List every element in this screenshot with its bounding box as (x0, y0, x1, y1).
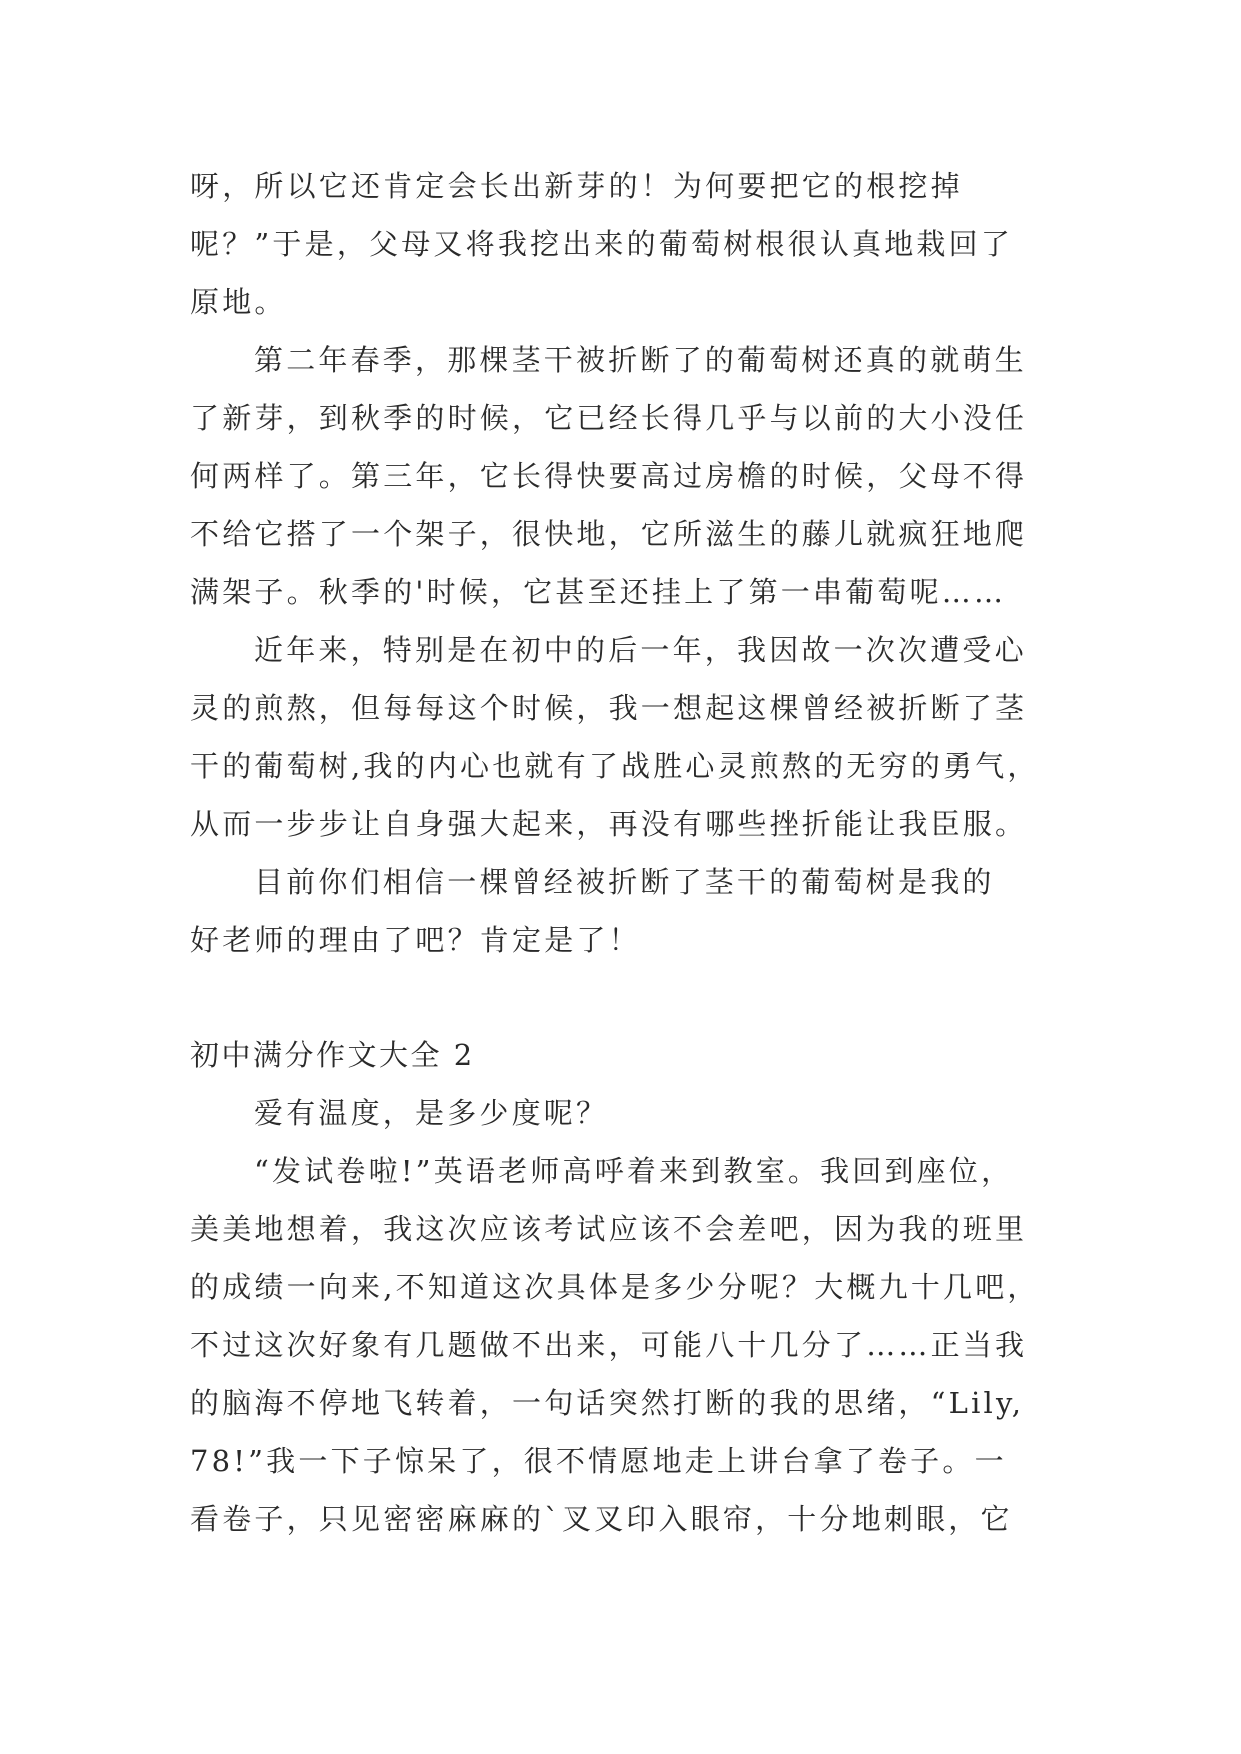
text-line: 何两样了。第三年，它长得快要高过房檐的时候，父母不得 (190, 459, 1028, 493)
text-line: 不给它搭了一个架子，很快地，它所滋生的藤儿就疯狂地爬 (190, 517, 1028, 551)
text-line: 呢？”于是，父母又将我挖出来的葡萄树根很认真地栽回了 (190, 227, 1014, 261)
article-2-heading: 初中满分作文大全 2 (190, 1038, 475, 1072)
text-line: 不过这次好象有几题做不出来，可能八十几分了……正当我 (190, 1328, 1028, 1362)
text-line: 爱有温度，是多少度呢？ (254, 1096, 609, 1130)
article-2-section (190, 1026, 1070, 1548)
text-line: 呀，所以它还肯定会长出新芽的！为何要把它的根挖掉 (190, 169, 963, 203)
text-line: 干的葡萄树,我的内心也就有了战胜心灵煎熬的无穷的勇气， (190, 749, 1040, 783)
text-line: 满架子。秋季的'时候，它甚至还挂上了第一串葡萄呢…… (190, 575, 1007, 609)
article-2-body (190, 1084, 1070, 1548)
text-line: 灵的煎熬，但每每这个时候，我一想起这棵曾经被折断了茎 (190, 691, 1028, 725)
text-line: 的脑海不停地飞转着，一句话突然打断的我的思绪，“Lily, (190, 1386, 1025, 1420)
text-line: 好老师的理由了吧？肯定是了！ (190, 923, 641, 957)
text-line: 看卷子，只见密密麻麻的`叉叉印入眼帘，十分地刺眼，它 (190, 1502, 1013, 1536)
text-line: 原地。 (190, 285, 287, 319)
text-line: 第二年春季，那棵茎干被折断了的葡萄树还真的就萌生 (254, 343, 1027, 377)
text-line: 了新芽，到秋季的时候，它已经长得几乎与以前的大小没任 (190, 401, 1028, 435)
text-line: 的成绩一向来,不知道这次具体是多少分呢？大概九十几吧， (190, 1270, 1040, 1304)
text-line: 从而一步步让自身强大起来，再没有哪些挫折能让我臣服。 (190, 807, 1028, 841)
text-line: “发试卷啦!”英语老师高呼着来到教室。我回到座位， (254, 1154, 1014, 1188)
text-line: 78!”我一下子惊呆了，很不情愿地走上讲台拿了卷子。一 (190, 1444, 1007, 1478)
article-1-body (190, 157, 1070, 969)
text-line: 美美地想着，我这次应该考试应该不会差吧，因为我的班里 (190, 1212, 1028, 1246)
text-line: 目前你们相信一棵曾经被折断了茎干的葡萄树是我的 (254, 865, 995, 899)
text-line: 近年来，特别是在初中的后一年，我因故一次次遭受心 (254, 633, 1027, 667)
